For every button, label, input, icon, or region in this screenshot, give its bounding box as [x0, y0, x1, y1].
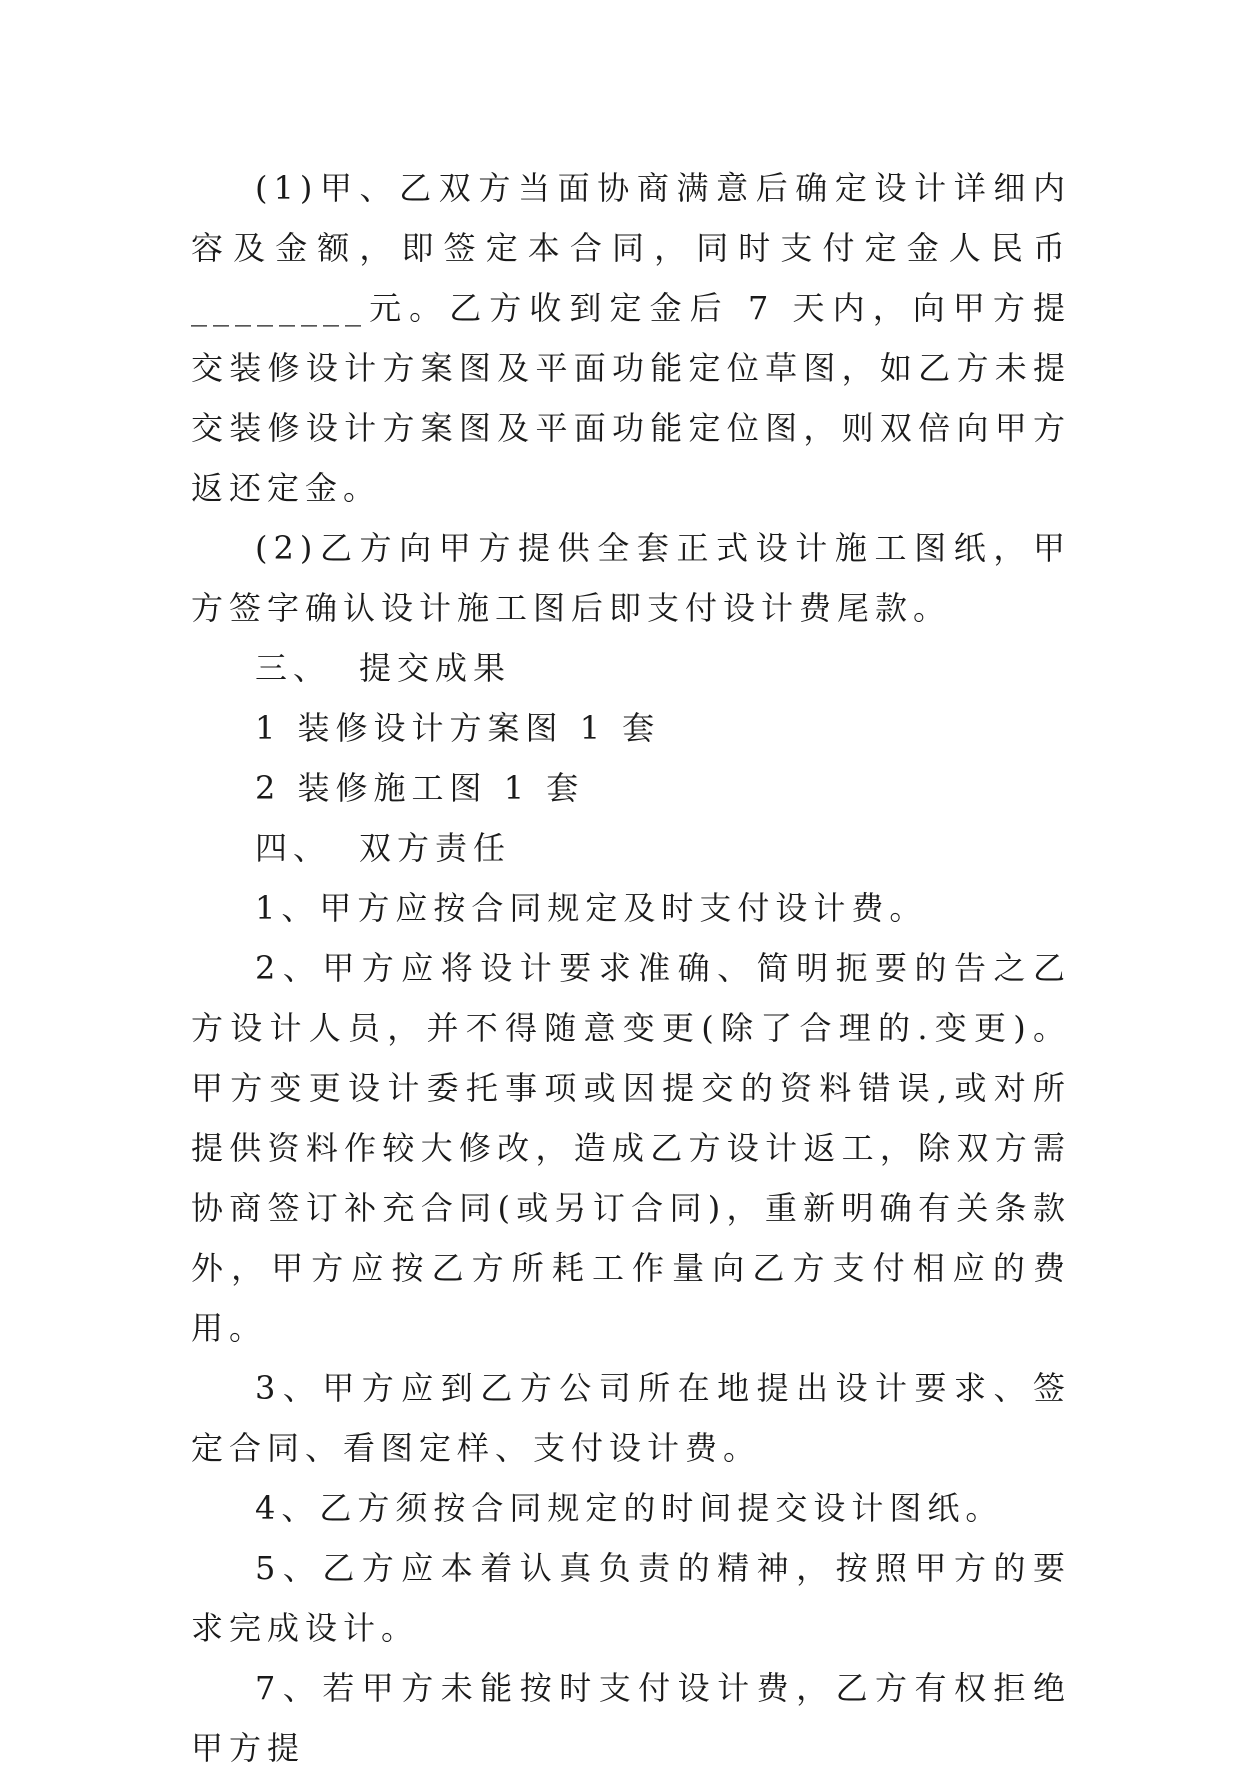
section-title: 提交成果 — [359, 649, 512, 687]
list-item-construction-drawings: 2 装修施工图 1 套 — [255, 769, 585, 807]
paragraph-deposit-terms: (1)甲、乙双方当面协商满意后确定设计详细内容及金额，即签定本合同，同时支付定金人民币________元。乙方收到定金后 7 天内，向甲方提交装修设计方案图及平面功能定位草图，如乙方未提交装修设计方案图及平面功能定位图，则双倍向甲方返还定金。 — [191, 169, 1071, 507]
list-item-design-scheme: 1 装修设计方案图 1 套 — [255, 709, 661, 747]
section-heading-deliverables — [191, 638, 1071, 698]
clause-1: 1、甲方应按合同规定及时支付设计费。 — [255, 889, 928, 927]
clause-2: 2、甲方应将设计要求准确、简明扼要的告之乙方设计人员，并不得随意变更(除了合理的.变更)。甲方变更设计委托事项或因提交的资料错误,或对所提供资料作较大修改，造成乙方设计返工，除双方需协商签订补充合同(或另订合同)，重新明确有关条款外，甲方应按乙方所耗工作量向乙方支付相应的费用。 — [191, 949, 1071, 1347]
contract-body — [191, 158, 1071, 1778]
clause-3: 3、甲方应到乙方公司所在地提出设计要求、签定合同、看图定样、支付设计费。 — [191, 1369, 1071, 1467]
section-title: 双方责任 — [359, 829, 512, 867]
clause-4: 4、乙方须按合同规定的时间提交设计图纸。 — [255, 1489, 1004, 1527]
section-number: 三、 — [255, 649, 332, 687]
section-number: 四、 — [255, 829, 332, 867]
paragraph-final-payment: (2)乙方向甲方提供全套正式设计施工图纸，甲方签字确认设计施工图后即支付设计费尾款。 — [191, 529, 1071, 627]
section-heading-responsibilities — [191, 818, 1071, 878]
clause-7: 7、若甲方未能按时支付设计费，乙方有权拒绝甲方提 — [191, 1669, 1071, 1767]
clause-5: 5、乙方应本着认真负责的精神，按照甲方的要求完成设计。 — [191, 1549, 1071, 1647]
